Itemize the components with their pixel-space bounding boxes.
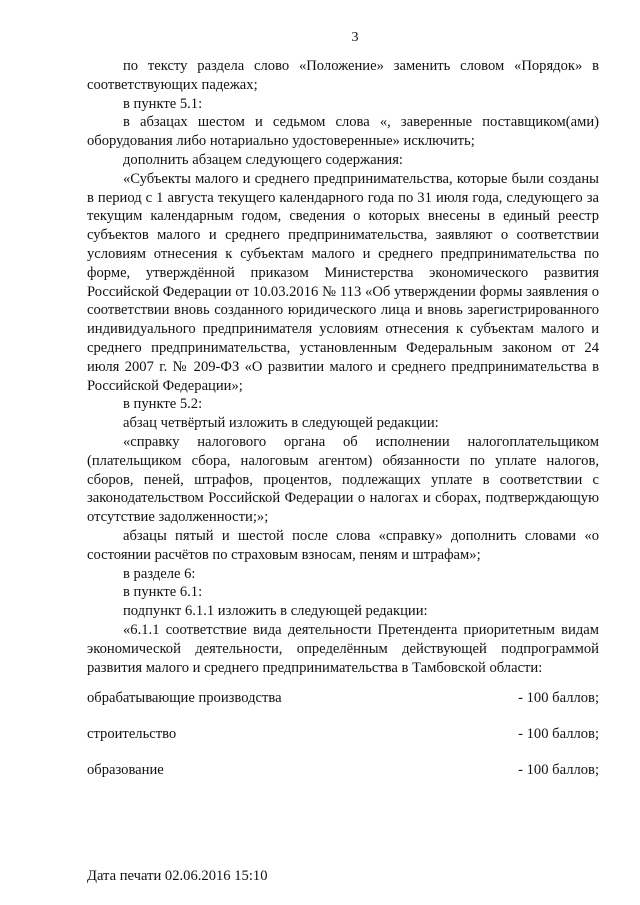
- score-activity-name: образование: [87, 762, 164, 778]
- score-row: [87, 762, 599, 782]
- document-body: [87, 57, 599, 677]
- paragraph-8: «справку налогового органа об исполнении налогоплательщиком (плательщиком сбора, налоговым агентом) обязанности по уплате налогов, сборов, пеней, штрафов, процентов, подлежащих уплате в соответствии с законодательством Российской Федерации о налогах и сборах, подтверждающую отсутствие задолженности;»;: [87, 433, 599, 526]
- print-date-footer: Дата печати 02.06.2016 15:10: [87, 868, 268, 884]
- paragraph-10: в разделе 6:: [123, 565, 196, 582]
- paragraph-9: абзацы пятый и шестой после слова «справку» дополнить словами «о состоянии расчётов по страховым взносам, пеням и штрафам»;: [87, 527, 599, 563]
- score-points: - 100 баллов;: [518, 690, 599, 706]
- paragraph-3: в абзацах шестом и седьмом слова «, заверенные поставщиком(ами) оборудования либо нотариально удостоверенные» исключить;: [87, 114, 599, 150]
- score-activity-name: строительство: [87, 726, 177, 742]
- paragraph-5: «Субъекты малого и среднего предпринимательства, которые были созданы в период с 1 августа текущего календарного года по 31 июля года, следующего за текущим календарным годом, сведения о которых внесены в единый реестр субъектов малого и среднего предпринимательства, заявляют о соответствии условиям отнесения к субъектам малого и среднего предпринимательства по форме, утверждённой приказом Министерства экономического развития Российской Федерации от 10.03.2016 № 113 «Об утверждении формы заявления о соответствии вновь созданного юридического лица и вновь зарегистрированного индивидуального предпринимателя условиям отнесения к субъектам малого и среднего предпринимательства, установленным Федеральным законом от 24 июля 2007 г. № 209-ФЗ «О развитии малого и среднего предпринимательства в Российской Федерации»;: [87, 170, 599, 394]
- score-points: - 100 баллов;: [518, 726, 599, 742]
- paragraph-13: «6.1.1 соответствие вида деятельности Претендента приоритетным видам экономической деятельности, определённым действующей подпрограммой развития малого и среднего предпринимательства в Тамбовской области:: [87, 621, 599, 676]
- paragraph-2: в пункте 5.1:: [123, 95, 203, 112]
- paragraph-4: дополнить абзацем следующего содержания:: [123, 151, 403, 168]
- paragraph-1: по тексту раздела слово «Положение» заменить словом «Порядок» в соответствующих падежах;: [87, 58, 599, 93]
- page-number: 3: [351, 30, 359, 45]
- paragraph-12: подпункт 6.1.1 изложить в следующей редакции:: [123, 603, 428, 620]
- score-row: [87, 726, 599, 746]
- score-row: [87, 690, 599, 710]
- score-activity-name: обрабатывающие производства: [87, 690, 282, 706]
- score-points: - 100 баллов;: [518, 762, 599, 778]
- paragraph-6: в пункте 5.2:: [123, 396, 203, 413]
- paragraph-7: абзац четвёртый изложить в следующей редакции:: [123, 415, 439, 432]
- paragraph-11: в пункте 6.1:: [123, 584, 203, 601]
